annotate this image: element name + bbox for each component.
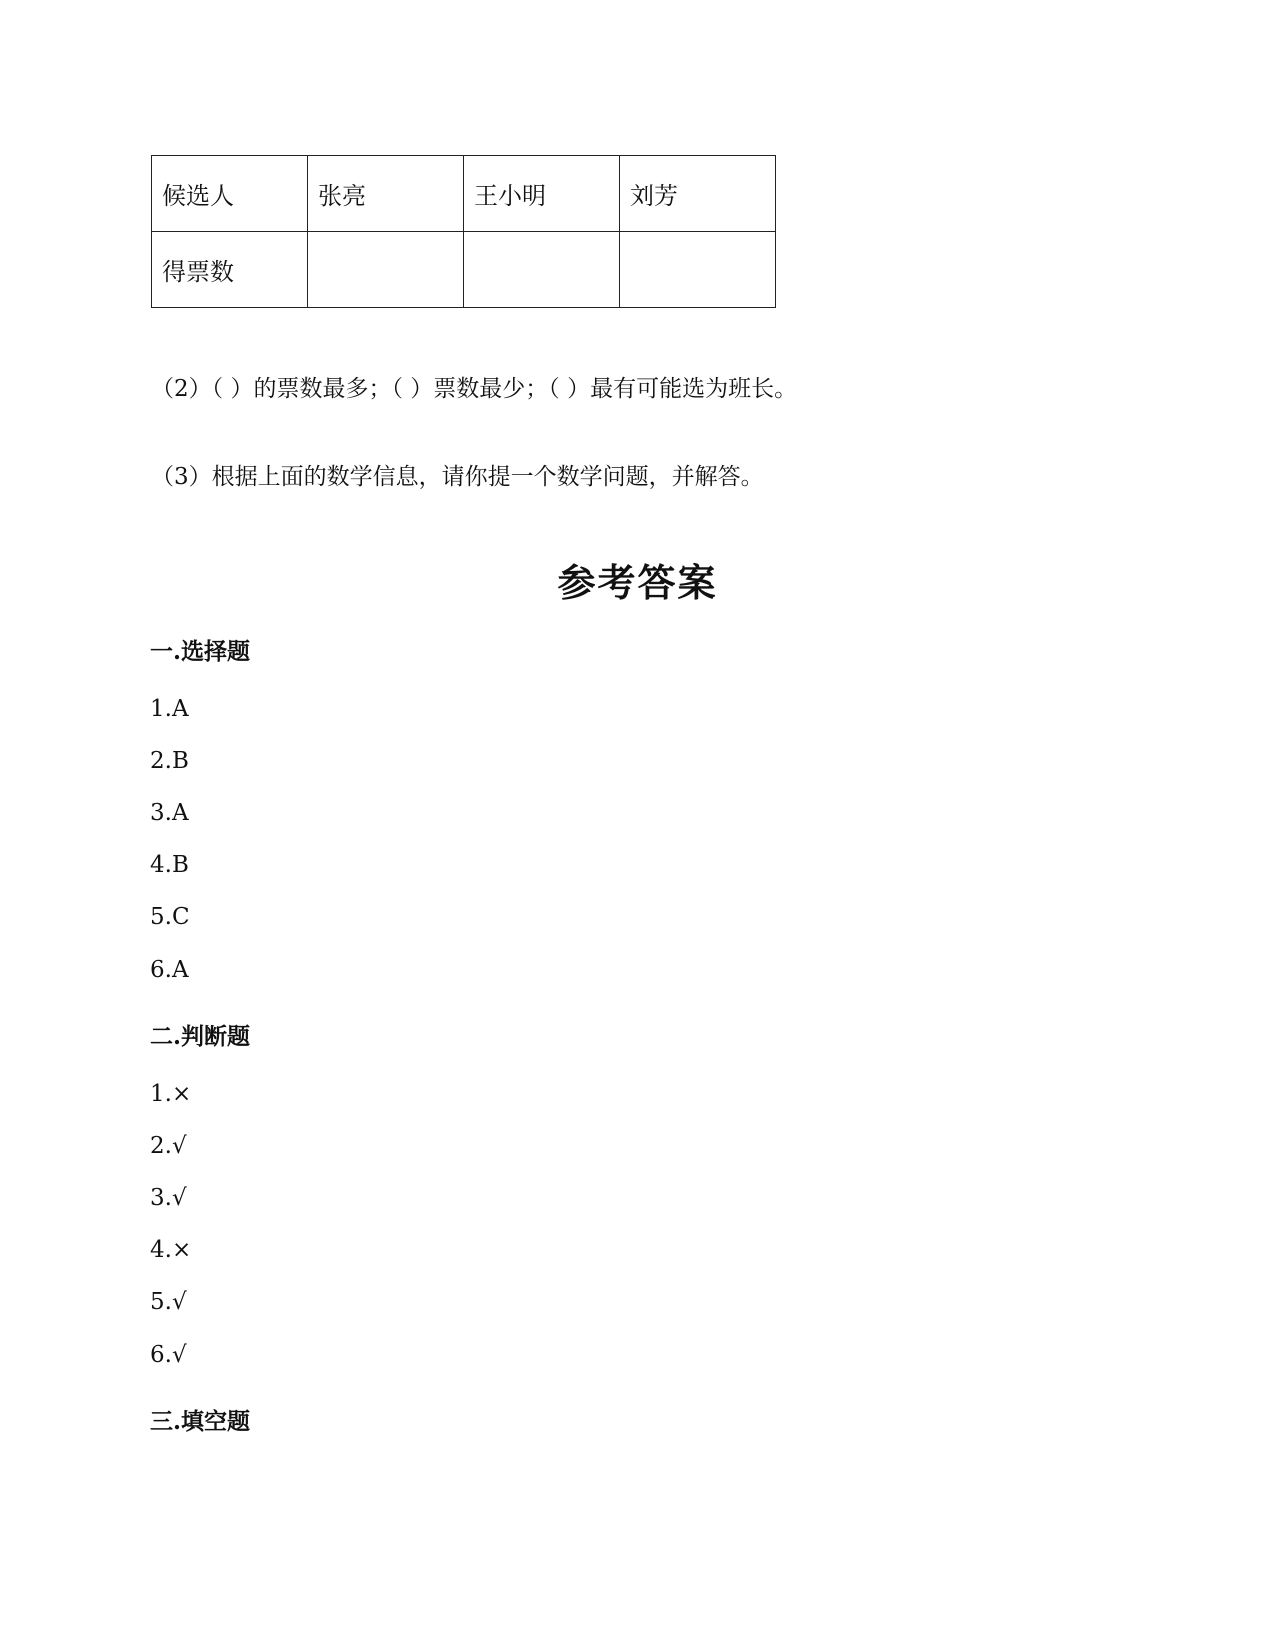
answer-item: 6.√	[150, 1342, 187, 1368]
answer-item: 2.√	[150, 1133, 187, 1159]
table-cell-votes-2	[464, 232, 620, 308]
table-cell-candidate-2: 王小明	[464, 156, 620, 232]
answer-item: 4.×	[150, 1237, 192, 1263]
table-row	[152, 232, 776, 308]
answer-item: 1.A	[150, 696, 189, 722]
table-cell-votes-3	[620, 232, 776, 308]
question-3: （3）根据上面的数学信息，请你提一个数学问题，并解答。	[151, 464, 764, 490]
section-heading-judgement: 二.判断题	[150, 1023, 251, 1050]
table-row	[152, 156, 776, 232]
table-cell-votes-header: 得票数	[152, 232, 308, 308]
answer-item: 5.C	[150, 904, 190, 930]
answer-item: 4.B	[150, 852, 189, 878]
question-2: （2）（ ）的票数最多；（ ）票数最少；（ ）最有可能选为班长。	[151, 376, 798, 402]
table-cell-candidate-header: 候选人	[152, 156, 308, 232]
answer-item: 6.A	[150, 957, 189, 983]
answer-item: 5.√	[150, 1289, 187, 1315]
table-cell-candidate-1: 张亮	[308, 156, 464, 232]
answer-item: 2.B	[150, 748, 189, 774]
table-cell-candidate-3: 刘芳	[620, 156, 776, 232]
answer-item: 3.√	[150, 1185, 187, 1211]
vote-count-table	[151, 155, 776, 308]
section-heading-choice: 一.选择题	[150, 638, 251, 665]
section-heading-fill-blank: 三.填空题	[150, 1408, 251, 1435]
answer-title: 参考答案	[557, 560, 718, 605]
answer-item: 1.×	[150, 1081, 192, 1107]
table-cell-votes-1	[308, 232, 464, 308]
answer-item: 3.A	[150, 800, 189, 826]
